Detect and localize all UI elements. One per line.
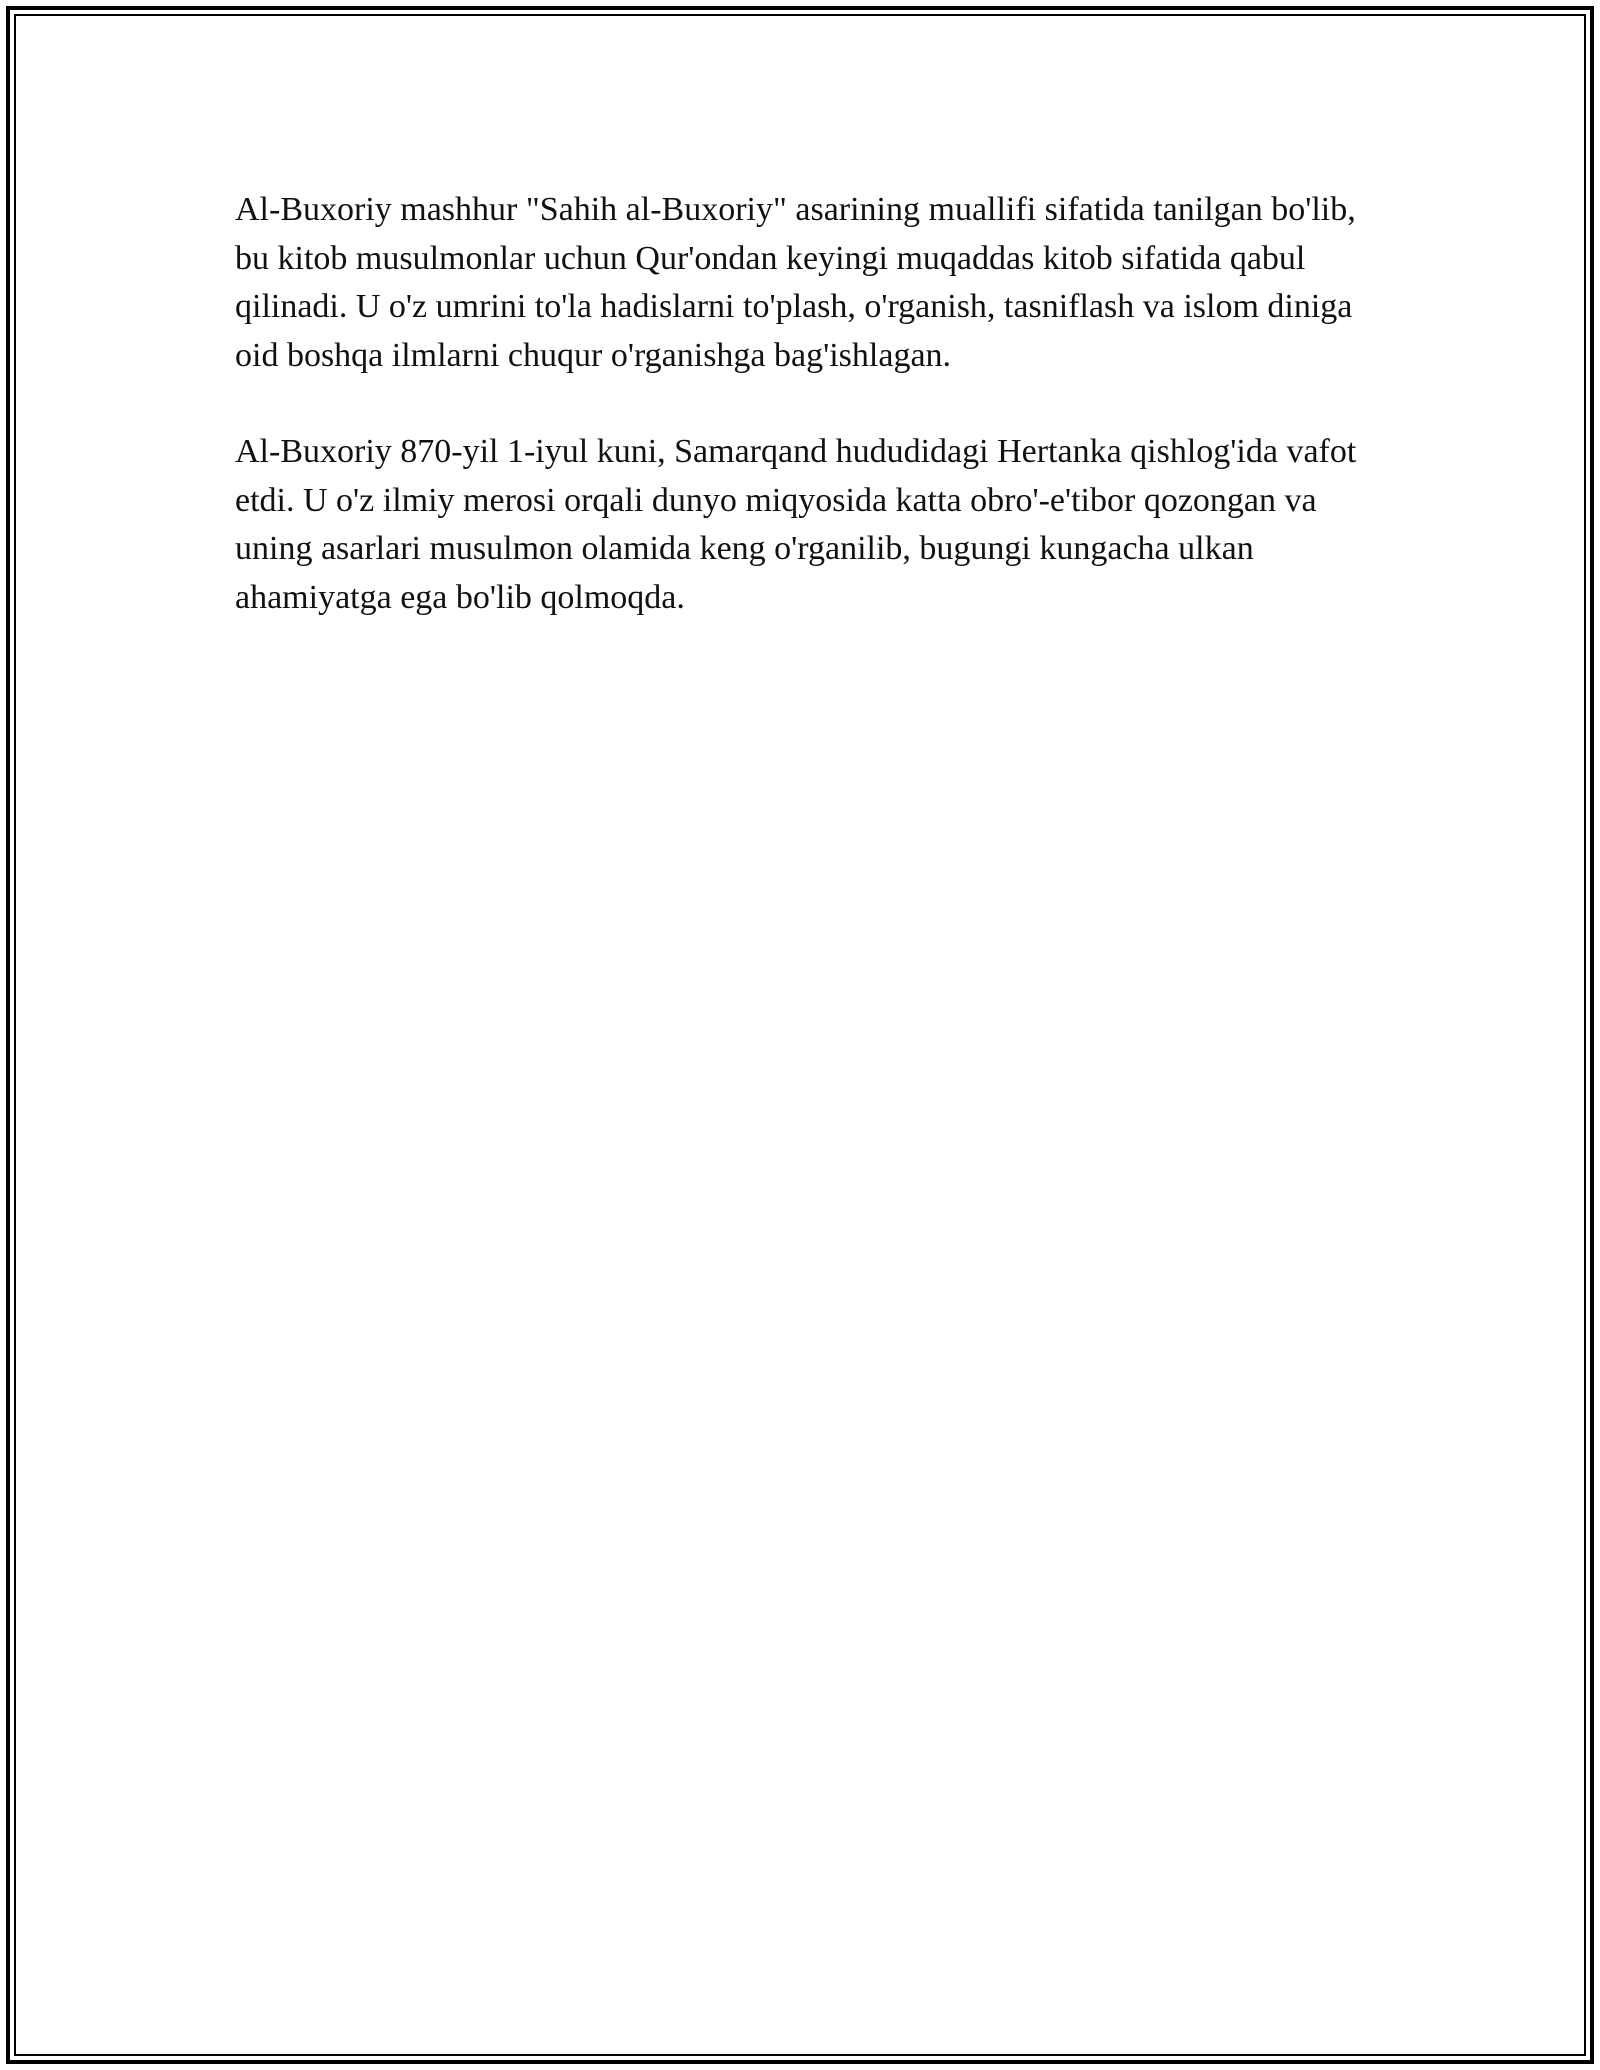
paragraph-2: Al-Buxoriy 870-yil 1-iyul kuni, Samarqand hududidagi Hertanka qishlog'ida vafot etdi. U o'z ilmiy merosi orqali dunyo miqyosida katta obro'-e'tibor qozongan va uning asarlari musulmon olamida keng o'rganilib, bugungi kungacha ulkan ahamiyatga ega bo'lib qolmoqda. (235, 433, 1357, 616)
paragraph-1: Al-Buxoriy mashhur "Sahih al-Buxoriy" asarining muallifi sifatida tanilgan bo'lib, bu kitob musulmonlar uchun Qur'ondan keyingi muqaddas kitob sifatida qabul qilinadi. U o'z umrini to'la hadislarni to'plash, o'rganish, tasniflash va islom diniga oid boshqa ilmlarni chuqur o'rganishga bag'ishlagan. (235, 191, 1356, 374)
document-body (235, 186, 1375, 670)
